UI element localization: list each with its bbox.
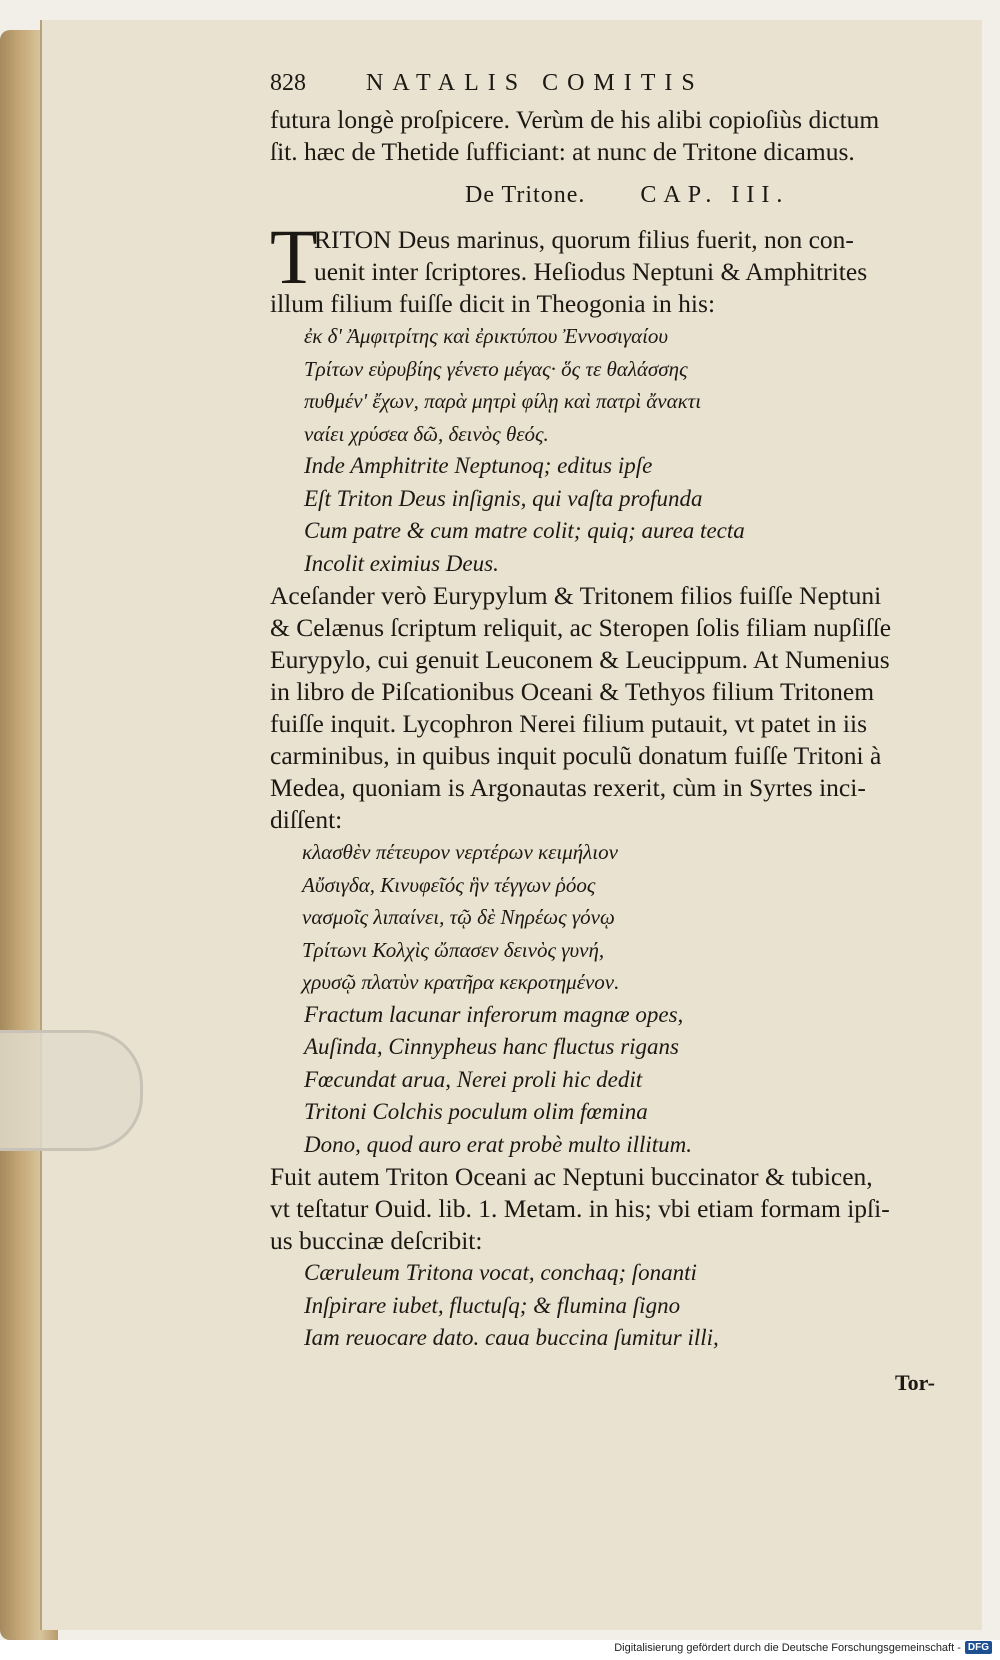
paragraph	[270, 580, 950, 836]
verse-line: Cæruleum Tritona vocat, conchaq; ſonanti	[304, 1260, 697, 1285]
verse-line: Fractum lacunar inferorum magnæ opes,	[304, 1001, 684, 1027]
text-line: fuiſſe inquit. Lycophron Nerei filium putauit, vt patet in iis	[270, 709, 868, 738]
chapter-number: CAP. III.	[640, 182, 790, 208]
text-line: Aceſander verò Eurypylum & Tritonem filios fuiſſe Neptuni	[270, 581, 882, 610]
chapter-title: De Tritone.	[465, 182, 586, 208]
text-line: futura longè proſpicere. Verùm de his alibi copioſiùs dictum	[270, 105, 880, 134]
text-line: us buccinæ deſcribit:	[270, 1226, 483, 1255]
verse-line: Incolit eximius Deus.	[304, 550, 499, 576]
verse-line: Eſt Triton Deus inſignis, qui vaſta profunda	[304, 485, 703, 511]
verse-line: Cum patre & cum matre colit; quiq; aurea tecta	[304, 518, 745, 543]
greek-verse	[270, 320, 950, 450]
verse-line: πυθμέν' ἔχων, παρὰ μητρὶ φίλῃ καὶ πατρὶ ἄνακτι	[304, 389, 702, 413]
funding-footer	[614, 1641, 992, 1654]
text-line: in libro de Piſcationibus Oceani & Tethyos filium Tritonem	[270, 677, 875, 706]
verse-line: Inſpirare iubet, fluctuſq; & flumina ſigno	[304, 1292, 681, 1318]
verse-line: Fœcundat arua, Nerei proli hic dedit	[304, 1066, 643, 1092]
page-text	[270, 70, 950, 1355]
verse-line: Auſinda, Cinnypheus hanc fluctus rigans	[304, 1034, 680, 1059]
running-title: NATALIS COMITIS	[366, 70, 704, 96]
verse-line: Τρίτων εὐρυβίης γένετο μέγας· ὅς τε θαλάσσης	[304, 356, 688, 381]
text-line: illum filium fuiſſe dicit in Theogonia in his:	[270, 289, 716, 318]
text-line: Medea, quoniam is Argonautas rexerit, cùm in Syrtes inci-	[270, 773, 866, 802]
greek-verse	[270, 836, 950, 999]
verse-line: Tritoni Colchis poculum olim fœmina	[304, 1099, 648, 1124]
text-line: Fuit autem Triton Oceani ac Neptuni buccinator & tubicen,	[270, 1162, 873, 1191]
footer-text: Digitalisierung gefördert durch die Deutsche Forschungsgemeinschaft -	[614, 1641, 961, 1654]
verse-line: Τρίτωνι Κολχὶς ὤπασεν δεινὸς γυνή,	[302, 937, 605, 962]
verse-line: Dono, quod auro erat probè multo illitum.	[304, 1131, 693, 1157]
verse-line: νασμοῖς λιπαίνει, τῷ δὲ Νηρέως γόνῳ	[302, 905, 615, 929]
verse-line: Inde Amphitrite Neptunoq; editus ipſe	[304, 453, 653, 478]
page-clip	[0, 1030, 143, 1151]
verse-line: ναίει χρύσεα δῶ, δεινὸς θεός.	[304, 421, 549, 446]
paragraph	[270, 1161, 950, 1257]
text-line: RITON Deus marinus, quorum filius fuerit, non con-	[314, 225, 854, 254]
verse-line: ἐκ δ' Ἀμφιτρίτης καὶ ἐρικτύπου Ἐννοσιγαίου	[304, 324, 669, 348]
verse-line: Iam reuocare dato. caua buccina ſumitur illi,	[304, 1325, 719, 1350]
verse-line: χρυσῷ πλατὺν κρατῆρα κεκροτημένον.	[302, 970, 620, 994]
text-line: Eurypylo, cui genuit Leuconem & Leucippum. At Numenius	[270, 645, 890, 674]
text-line: ſit. hæc de Thetide ſufficiant: at nunc de Tritone dicamus.	[270, 137, 855, 166]
page-number: 828	[270, 70, 306, 96]
paragraph	[270, 213, 950, 320]
drop-capital: T	[270, 213, 318, 300]
dfg-logo-icon: DFG	[965, 1641, 992, 1654]
chapter-heading	[270, 178, 950, 212]
verse-line: κλασθὲν πέτευρον νερτέρων κειμήλιον	[302, 840, 618, 864]
verse-line: Αὔσιγδα, Κινυφεῖός ἣν τέγγων ῥόος	[302, 872, 596, 897]
latin-verse	[270, 450, 950, 580]
catchword: Tor-	[895, 1370, 935, 1395]
text-line: diſſent:	[270, 805, 343, 834]
latin-verse	[270, 999, 950, 1162]
text-line: uenit inter ſcriptores. Heſiodus Neptuni & Amphitrites	[314, 257, 868, 286]
text-line: vt teſtatur Ouid. lib. 1. Metam. in his; vbi etiam formam ipſi-	[270, 1194, 890, 1223]
running-header	[270, 70, 950, 104]
text-line: & Celænus ſcriptum reliquit, ac Steropen ſolis filiam nupſiſſe	[270, 613, 892, 642]
latin-verse	[270, 1257, 950, 1355]
text-line: carminibus, in quibus inquit poculũ donatum fuiſſe Tritoni à	[270, 741, 882, 770]
